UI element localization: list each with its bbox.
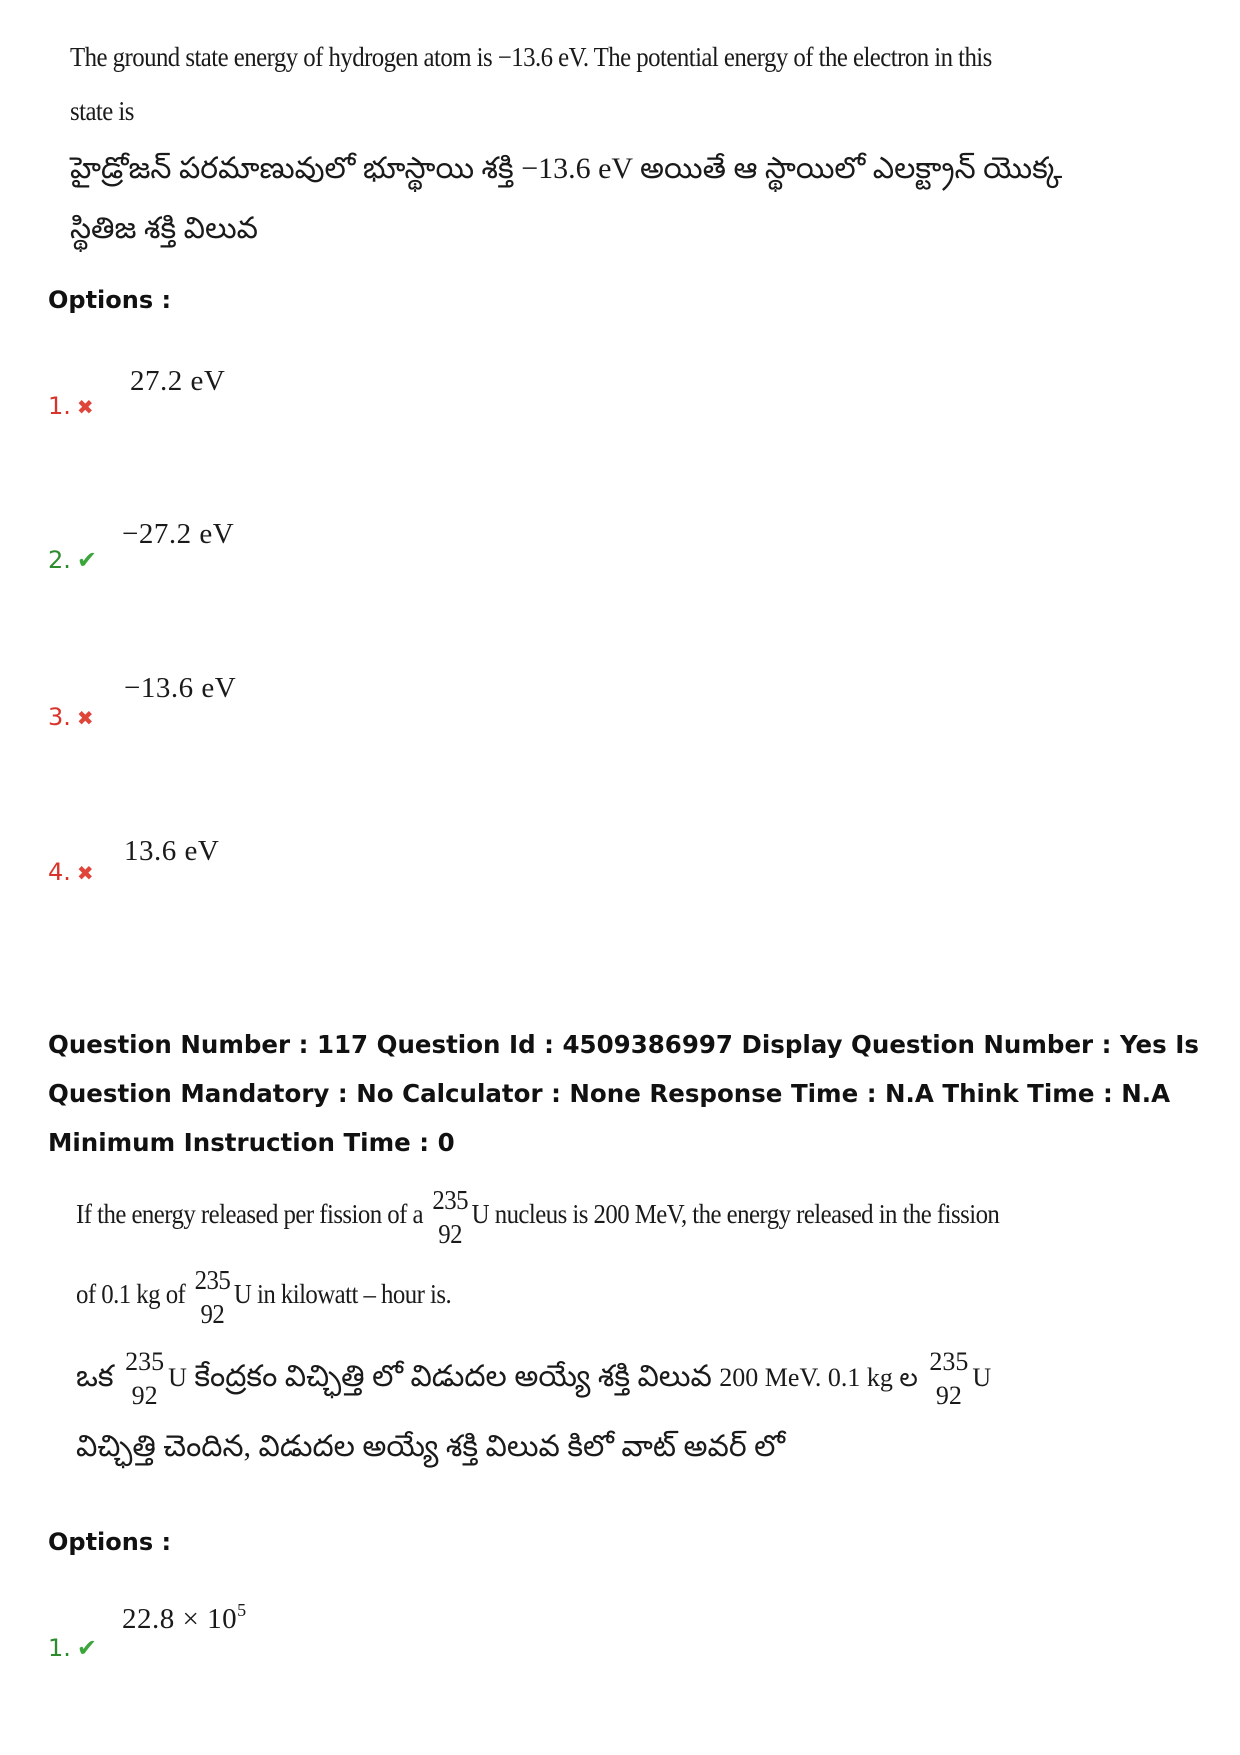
q116-option-2 (48, 546, 97, 574)
q117-meta-info: Question Number : 117 Question Id : 4509386997 Display Question Number : Yes Is Question Mandatory : No Calculator : None Response Time : N.A Think Time : N.A Minimum Instruction Time : 0 (48, 1030, 1199, 1157)
element-symbol: U (233, 1279, 252, 1310)
atomic-number: 92 (131, 1381, 158, 1410)
q116-option-4-value: 13.6 eV (124, 835, 220, 867)
element-symbol: U (471, 1199, 490, 1230)
q116-option-3-value: −13.6 eV (124, 672, 237, 704)
cross-icon: ✖ (76, 706, 94, 730)
mass-number: 235 (194, 1265, 231, 1295)
uranium-isotope (125, 1345, 164, 1413)
uranium-isotope (432, 1183, 468, 1251)
q117-option-1-value (122, 1600, 247, 1636)
q117-en-l2-part-b: in kilowatt – hour is. (256, 1279, 452, 1310)
q116-telugu-line-1: హైడ్రోజన్ పరమాణువులో భూస్థాయి శక్తి −13.6 eV అయితే ఆ స్థాయిలో ఎలక్ట్రాన్ యొక్క (70, 152, 1063, 185)
cross-icon: ✖ (76, 861, 94, 885)
option-number: 3. (48, 703, 71, 731)
q117-te-l1-part-a: ఒక (76, 1359, 114, 1393)
check-icon: ✔ (76, 1634, 98, 1662)
value-base: 22.8 × 10 (122, 1603, 238, 1635)
q117-telugu-line-1 (76, 1345, 991, 1413)
q116-option-3 (48, 703, 94, 731)
cross-icon: ✖ (76, 395, 94, 419)
check-icon: ✔ (76, 546, 98, 574)
q117-telugu-line-2: విచ్ఛిత్తి చెందిన, విడుదల అయ్యే శక్తి విలువ కిలో వాట్ అవర్ లో (76, 1430, 785, 1463)
q117-en-l1-part-b: nucleus is 200 MeV, the energy released in the fission (494, 1199, 1000, 1230)
option-number: 4. (48, 858, 71, 886)
q117-options-label: Options : (48, 1528, 172, 1556)
value-exponent: 5 (237, 1600, 247, 1620)
uranium-isotope (929, 1345, 968, 1413)
q117-te-l1-part-c: 200 MeV. 0.1 kg ల (719, 1362, 918, 1392)
mass-number: 235 (432, 1185, 468, 1215)
option-number: 2. (48, 546, 71, 574)
q116-english-line-1: The ground state energy of hydrogen atom is −13.6 eV. The potential energy of the electron in this (70, 42, 992, 72)
mass-number: 235 (125, 1347, 165, 1376)
option-number: 1. (48, 392, 71, 420)
q116-option-2-value: −27.2 eV (122, 518, 235, 550)
q117-en-l2-part-a: of 0.1 kg of (76, 1279, 186, 1310)
uranium-isotope (195, 1263, 231, 1331)
q116-options-label: Options : (48, 286, 172, 314)
option-number: 1. (48, 1634, 71, 1662)
q116-telugu-line-2: స్థితిజ శక్తి విలువ (70, 212, 258, 245)
q116-option-1 (48, 392, 94, 420)
atomic-number: 92 (935, 1381, 962, 1410)
q116-option-4 (48, 858, 94, 886)
q117-english-line-1 (76, 1183, 999, 1251)
q117-en-l1-part-a: If the energy released per fission of a (76, 1199, 424, 1230)
atomic-number: 92 (200, 1299, 225, 1329)
q117-option-1 (48, 1634, 97, 1662)
q117-english-line-2 (76, 1263, 451, 1331)
atomic-number: 92 (438, 1219, 463, 1249)
q117-te-l1-part-b: కేంద్రకం విచ్ఛిత్తి లో విడుదల అయ్యే శక్తి విలువ (194, 1359, 712, 1393)
q116-option-1-value: 27.2 eV (130, 365, 226, 397)
element-symbol: U (972, 1362, 992, 1392)
element-symbol: U (168, 1362, 187, 1392)
q116-english-line-2: state is (70, 96, 134, 126)
mass-number: 235 (929, 1347, 969, 1376)
